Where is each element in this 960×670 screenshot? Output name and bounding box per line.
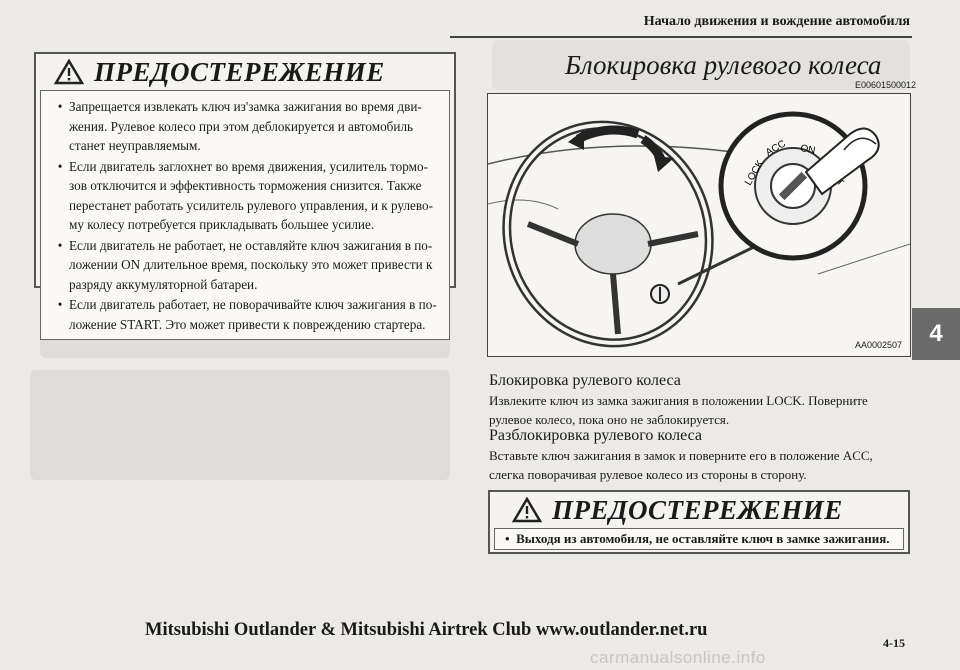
key-position-label: LOCK xyxy=(743,158,767,188)
warning-body: • Выходя из автомобиля, не оставляйте ключ в замке зажигания. xyxy=(494,528,904,550)
warning-header xyxy=(490,492,908,528)
chapter-tab: 4 xyxy=(912,308,960,360)
page-number: 4-15 xyxy=(883,636,905,650)
warning-item: • Если двигатель работает, не поворачивайте ключ зажигания в по-ложение START. Это может привести к повреждению стартера. xyxy=(57,297,437,332)
footer-club-text: Mitsubishi Outlander & Mitsubishi Airtrek Club www.outlander.net.ru xyxy=(145,620,708,640)
header-rule xyxy=(450,36,912,38)
page-header-title: Начало движения и вождение автомобиля xyxy=(643,14,910,29)
warning-item: • Запрещается извлекать ключ из'замка зажигания во время дви-жения. Рулевое колесо при этом деблокируется и автомобиль станет неуправляемым. xyxy=(57,99,422,153)
watermark: carmanualsonline.info xyxy=(590,648,766,667)
section-title: Блокировка рулевого колеса xyxy=(565,50,882,80)
key-position-label: ON xyxy=(799,143,817,157)
warning-title: ПРЕДОСТЕРЕЖЕНИЕ xyxy=(552,494,843,525)
warning-triangle-icon xyxy=(512,497,542,523)
warning-box-top xyxy=(34,52,456,332)
warning-item: • Если двигатель не работает, не оставляйте ключ зажигания в по-ложении ON длительное время, поскольку это может привести к разряду аккумуляторной батареи. xyxy=(57,237,433,292)
key-position-label: ACC xyxy=(764,138,788,159)
lock-heading: Блокировка рулевого колеса xyxy=(489,372,681,389)
warning-body xyxy=(40,90,450,340)
steering-wheel-drawing xyxy=(488,94,910,356)
section-code: E00601500012 xyxy=(855,80,917,90)
unlock-heading: Разблокировка рулевого колеса xyxy=(489,427,702,444)
lock-text: Извлеките ключ из замка зажигания в положении LOCK. Поверните рулевое колесо, пока оно не заблокируется. xyxy=(489,393,868,427)
warning-triangle-icon xyxy=(54,59,84,85)
warning-item: Выходя из автомобиля, не оставляйте ключ в замке зажигания. xyxy=(516,531,890,546)
warning-header xyxy=(36,54,454,90)
warning-item: • Если двигатель заглохнет во время движения, усилитель тормо-зов отключится и эффективность торможения снизится. Также перестанет работать усилитель рулевого управления, и к рулево-му колесу потребуется прикладывать большее усилие. xyxy=(57,158,434,232)
steering-lock-illustration xyxy=(487,93,911,357)
bleed-through-block xyxy=(30,370,450,480)
warning-title: ПРЕДОСТЕРЕЖЕНИЕ xyxy=(94,56,385,87)
warning-box-bottom xyxy=(488,490,910,554)
figure-code: AA0002507 xyxy=(854,340,902,350)
unlock-text: Вставьте ключ зажигания в замок и поверните его в положение ACC, слегка поворачивая рулевое колесо из стороны в сторону. xyxy=(489,448,873,482)
